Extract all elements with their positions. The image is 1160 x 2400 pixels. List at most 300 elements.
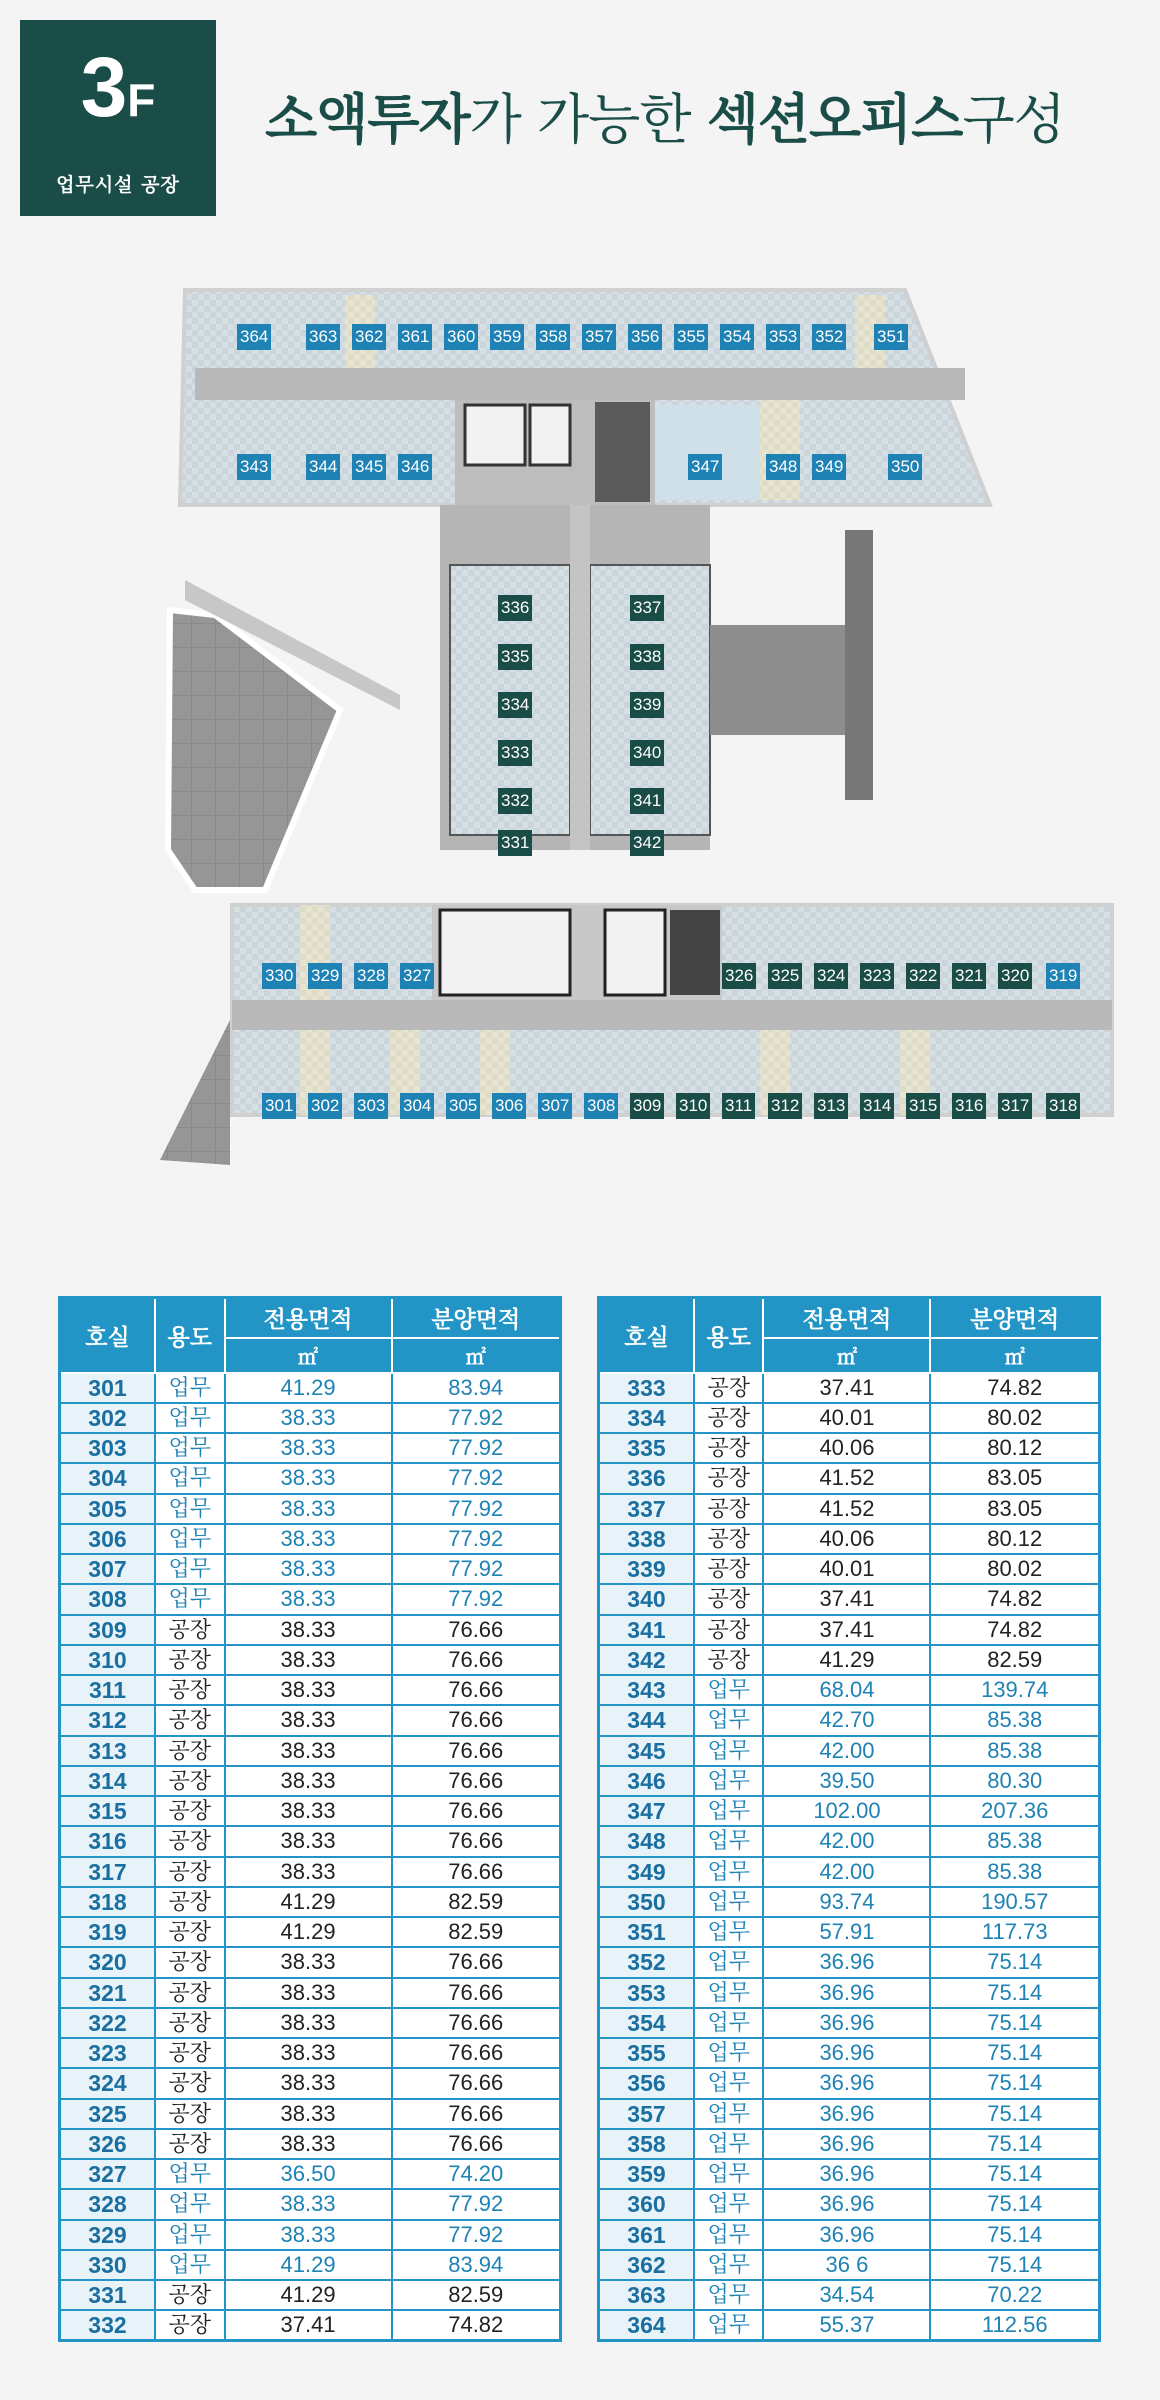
exclusive-area-cell: 38.33: [225, 1736, 392, 1766]
exclusive-area-cell: 42.00: [763, 1857, 930, 1887]
usage-cell: 공장: [694, 1615, 764, 1645]
sale-area-cell: 117.73: [930, 1917, 1099, 1947]
room-number-cell: 317: [60, 1857, 155, 1887]
exclusive-area-cell: 38.33: [225, 1978, 392, 2008]
table-row: [60, 1887, 561, 1917]
header-use: 용도: [694, 1298, 764, 1373]
usage-cell: 업무: [694, 2220, 764, 2250]
room-number-cell: 311: [60, 1675, 155, 1705]
usage-cell: 업무: [694, 1887, 764, 1917]
sale-area-cell: 76.66: [392, 1978, 561, 2008]
usage-cell: 업무: [694, 1947, 764, 1977]
sale-area-cell: 74.82: [392, 2310, 561, 2340]
usage-cell: 공장: [155, 1887, 225, 1917]
room-number-cell: 341: [599, 1615, 694, 1645]
unit-label[interactable]: 302: [308, 1093, 342, 1119]
room-number-cell: 324: [60, 2068, 155, 2098]
unit-label[interactable]: 354: [720, 324, 754, 350]
sale-area-cell: 76.66: [392, 1675, 561, 1705]
sale-area-cell: 75.14: [930, 1947, 1099, 1977]
exclusive-area-cell: 42.00: [763, 1736, 930, 1766]
exclusive-area-cell: 36.96: [763, 2189, 930, 2219]
floor-number: 3F: [80, 40, 156, 134]
header-exclusive-area: 전용면적: [225, 1298, 392, 1338]
table-row: [599, 2008, 1100, 2038]
usage-cell: 공장: [155, 2008, 225, 2038]
usage-cell: 공장: [694, 1554, 764, 1584]
exclusive-area-cell: 37.41: [225, 2310, 392, 2340]
usage-cell: 공장: [694, 1433, 764, 1463]
usage-cell: 공장: [155, 1675, 225, 1705]
unit-label[interactable]: 333: [498, 740, 532, 766]
exclusive-area-cell: 38.33: [225, 2068, 392, 2098]
unit-label[interactable]: 347: [688, 454, 722, 480]
sale-area-cell: 77.92: [392, 1494, 561, 1524]
exclusive-area-cell: 38.33: [225, 1463, 392, 1493]
room-number-cell: 361: [599, 2220, 694, 2250]
usage-cell: 업무: [694, 2189, 764, 2219]
usage-cell: 공장: [155, 1736, 225, 1766]
unit-label[interactable]: 328: [354, 963, 388, 989]
sale-area-cell: 76.66: [392, 1615, 561, 1645]
usage-cell: 공장: [694, 1584, 764, 1614]
unit-label[interactable]: 310: [676, 1093, 710, 1119]
room-number-cell: 343: [599, 1675, 694, 1705]
table-row: [60, 2280, 561, 2310]
sale-area-cell: 74.82: [930, 1373, 1099, 1403]
sale-area-cell: 76.66: [392, 1857, 561, 1887]
exclusive-area-cell: 40.06: [763, 1433, 930, 1463]
sale-area-cell: 77.92: [392, 2220, 561, 2250]
room-number-cell: 334: [599, 1403, 694, 1433]
unit-label[interactable]: 346: [398, 454, 432, 480]
floor-plan: [0, 240, 1160, 1190]
table-row: [599, 1796, 1100, 1826]
unit-label[interactable]: 359: [490, 324, 524, 350]
usage-cell: 공장: [155, 2280, 225, 2310]
sale-area-cell: 74.20: [392, 2159, 561, 2189]
room-number-cell: 352: [599, 1947, 694, 1977]
sale-area-cell: 70.22: [930, 2280, 1099, 2310]
exclusive-area-cell: 36.96: [763, 2099, 930, 2129]
sale-area-cell: 80.02: [930, 1403, 1099, 1433]
header-unit: ㎡: [763, 1338, 930, 1373]
unit-label[interactable]: 320: [998, 963, 1032, 989]
table-row: [599, 2129, 1100, 2159]
room-number-cell: 362: [599, 2250, 694, 2280]
exclusive-area-cell: 38.33: [225, 1947, 392, 1977]
exclusive-area-cell: 36.96: [763, 2008, 930, 2038]
unit-label[interactable]: 325: [768, 963, 802, 989]
unit-label[interactable]: 317: [998, 1093, 1032, 1119]
table-row: [60, 1705, 561, 1735]
sale-area-cell: 77.92: [392, 1463, 561, 1493]
unit-label[interactable]: 301: [262, 1093, 296, 1119]
usage-cell: 업무: [155, 1524, 225, 1554]
table-row: [599, 1826, 1100, 1856]
room-number-cell: 337: [599, 1494, 694, 1524]
table-row: [599, 2220, 1100, 2250]
exclusive-area-cell: 38.33: [225, 1675, 392, 1705]
room-number-cell: 318: [60, 1887, 155, 1917]
table-row: [60, 1433, 561, 1463]
usage-cell: 공장: [694, 1524, 764, 1554]
usage-cell: 공장: [155, 2068, 225, 2098]
room-number-cell: 308: [60, 1584, 155, 1614]
header-room: 호실: [599, 1298, 694, 1373]
unit-label[interactable]: 326: [722, 963, 756, 989]
unit-label[interactable]: 348: [766, 454, 800, 480]
table-row: [599, 2099, 1100, 2129]
unit-label[interactable]: 357: [582, 324, 616, 350]
exclusive-area-cell: 37.41: [763, 1373, 930, 1403]
unit-label[interactable]: 316: [952, 1093, 986, 1119]
unit-label[interactable]: 331: [498, 830, 532, 856]
usage-cell: 업무: [155, 1403, 225, 1433]
unit-label[interactable]: 355: [674, 324, 708, 350]
sale-area-cell: 82.59: [392, 1917, 561, 1947]
sale-area-cell: 76.66: [392, 2129, 561, 2159]
sale-area-cell: 82.59: [392, 2280, 561, 2310]
sale-area-cell: 75.14: [930, 1978, 1099, 2008]
usage-cell: 업무: [155, 2250, 225, 2280]
usage-cell: 업무: [694, 2038, 764, 2068]
usage-cell: 공장: [155, 1947, 225, 1977]
unit-label[interactable]: 313: [814, 1093, 848, 1119]
usage-cell: 공장: [155, 1978, 225, 2008]
usage-cell: 업무: [694, 1978, 764, 2008]
table-row: [60, 1645, 561, 1675]
exclusive-area-cell: 38.33: [225, 1554, 392, 1584]
table-row: [599, 1705, 1100, 1735]
exclusive-area-cell: 37.41: [763, 1584, 930, 1614]
table-row: [599, 2310, 1100, 2340]
table-row: [60, 2068, 561, 2098]
usage-cell: 공장: [155, 1615, 225, 1645]
unit-label[interactable]: 321: [952, 963, 986, 989]
sale-area-cell: 75.14: [930, 2220, 1099, 2250]
unit-label[interactable]: 363: [306, 324, 340, 350]
table-row: [599, 2280, 1100, 2310]
header-exclusive-area: 전용면적: [763, 1298, 930, 1338]
usage-cell: 공장: [155, 2129, 225, 2159]
table-row: [599, 1373, 1100, 1403]
usage-cell: 업무: [694, 1675, 764, 1705]
exclusive-area-cell: 38.33: [225, 1615, 392, 1645]
table-row: [60, 1796, 561, 1826]
room-number-cell: 312: [60, 1705, 155, 1735]
usage-cell: 업무: [155, 1584, 225, 1614]
room-number-cell: 333: [599, 1373, 694, 1403]
room-number-cell: 330: [60, 2250, 155, 2280]
room-number-cell: 302: [60, 1403, 155, 1433]
usage-cell: 공장: [155, 1857, 225, 1887]
unit-label[interactable]: 341: [630, 788, 664, 814]
unit-label[interactable]: 307: [538, 1093, 572, 1119]
room-number-cell: 335: [599, 1433, 694, 1463]
table-row: [60, 2159, 561, 2189]
exclusive-area-cell: 38.33: [225, 2129, 392, 2159]
table-row: [599, 1584, 1100, 1614]
unit-label[interactable]: 339: [630, 692, 664, 718]
exclusive-area-cell: 36.96: [763, 2129, 930, 2159]
unit-label[interactable]: 306: [492, 1093, 526, 1119]
unit-label[interactable]: 362: [352, 324, 386, 350]
room-number-cell: 364: [599, 2310, 694, 2340]
sale-area-cell: 76.66: [392, 1705, 561, 1735]
unit-label[interactable]: 315: [906, 1093, 940, 1119]
table-row: [599, 2250, 1100, 2280]
exclusive-area-cell: 38.33: [225, 2189, 392, 2219]
room-number-cell: 329: [60, 2220, 155, 2250]
usage-cell: 공장: [155, 1766, 225, 1796]
exclusive-area-cell: 40.01: [763, 1403, 930, 1433]
exclusive-area-cell: 38.33: [225, 1403, 392, 1433]
usage-cell: 업무: [694, 2310, 764, 2340]
header-use: 용도: [155, 1298, 225, 1373]
room-number-cell: 355: [599, 2038, 694, 2068]
usage-cell: 공장: [694, 1403, 764, 1433]
usage-cell: 공장: [694, 1373, 764, 1403]
sale-area-cell: 75.14: [930, 2159, 1099, 2189]
sale-area-cell: 77.92: [392, 1433, 561, 1463]
table-row: [60, 1857, 561, 1887]
unit-label[interactable]: 358: [536, 324, 570, 350]
unit-label[interactable]: 324: [814, 963, 848, 989]
exclusive-area-cell: 38.33: [225, 2220, 392, 2250]
unit-label[interactable]: 311: [722, 1093, 755, 1119]
exclusive-area-cell: 41.29: [225, 2280, 392, 2310]
sale-area-cell: 77.92: [392, 2189, 561, 2219]
exclusive-area-cell: 38.33: [225, 2038, 392, 2068]
room-number-cell: 353: [599, 1978, 694, 2008]
sale-area-cell: 85.38: [930, 1826, 1099, 1856]
usage-cell: 업무: [694, 1766, 764, 1796]
unit-label[interactable]: 309: [630, 1093, 664, 1119]
room-number-cell: 331: [60, 2280, 155, 2310]
usage-cell: 업무: [694, 2159, 764, 2189]
sale-area-cell: 75.14: [930, 2038, 1099, 2068]
unit-label[interactable]: 303: [354, 1093, 388, 1119]
table-row: [599, 1978, 1100, 2008]
area-table-left: [58, 1296, 562, 2342]
room-number-cell: 310: [60, 1645, 155, 1675]
room-number-cell: 350: [599, 1887, 694, 1917]
table-row: [60, 1584, 561, 1614]
exclusive-area-cell: 38.33: [225, 1766, 392, 1796]
unit-label[interactable]: 335: [498, 644, 532, 670]
room-number-cell: 321: [60, 1978, 155, 2008]
usage-cell: 업무: [694, 2250, 764, 2280]
sale-area-cell: 77.92: [392, 1554, 561, 1584]
sale-area-cell: 76.66: [392, 1826, 561, 1856]
table-row: [599, 2038, 1100, 2068]
table-row: [60, 2008, 561, 2038]
area-table-right: [597, 1296, 1101, 2342]
header-sale-area: 분양면적: [930, 1298, 1099, 1338]
table-row: [599, 2159, 1100, 2189]
exclusive-area-cell: 37.41: [763, 1615, 930, 1645]
exclusive-area-cell: 36 6: [763, 2250, 930, 2280]
usage-cell: 공장: [155, 2310, 225, 2340]
sale-area-cell: 76.66: [392, 2099, 561, 2129]
unit-label[interactable]: 323: [860, 963, 894, 989]
sale-area-cell: 74.82: [930, 1584, 1099, 1614]
sale-area-cell: 80.02: [930, 1554, 1099, 1584]
unit-label[interactable]: 312: [768, 1093, 802, 1119]
unit-label[interactable]: 352: [812, 324, 846, 350]
unit-label[interactable]: 340: [630, 740, 664, 766]
usage-cell: 업무: [694, 2129, 764, 2159]
room-number-cell: 338: [599, 1524, 694, 1554]
room-number-cell: 356: [599, 2068, 694, 2098]
exclusive-area-cell: 36.50: [225, 2159, 392, 2189]
exclusive-area-cell: 41.29: [225, 1887, 392, 1917]
usage-cell: 업무: [694, 1796, 764, 1826]
room-number-cell: 319: [60, 1917, 155, 1947]
exclusive-area-cell: 38.33: [225, 1796, 392, 1826]
sale-area-cell: 75.14: [930, 2008, 1099, 2038]
sale-area-cell: 76.66: [392, 2008, 561, 2038]
exclusive-area-cell: 42.00: [763, 1826, 930, 1856]
room-number-cell: 307: [60, 1554, 155, 1584]
floor-badge: [20, 20, 216, 216]
table-row: [60, 1373, 561, 1403]
unit-label[interactable]: 308: [584, 1093, 618, 1119]
room-number-cell: 304: [60, 1463, 155, 1493]
sale-area-cell: 75.14: [930, 2099, 1099, 2129]
header-unit: ㎡: [930, 1338, 1099, 1373]
room-number-cell: 306: [60, 1524, 155, 1554]
sale-area-cell: 83.05: [930, 1494, 1099, 1524]
table-row: [599, 1947, 1100, 1977]
header-unit: ㎡: [392, 1338, 561, 1373]
room-number-cell: 339: [599, 1554, 694, 1584]
unit-label[interactable]: 364: [237, 324, 271, 350]
unit-label[interactable]: 344: [306, 454, 340, 480]
usage-cell: 업무: [694, 2099, 764, 2129]
room-number-cell: 363: [599, 2280, 694, 2310]
unit-label[interactable]: 338: [630, 644, 664, 670]
unit-label[interactable]: 350: [888, 454, 922, 480]
exclusive-area-cell: 36.96: [763, 2068, 930, 2098]
unit-label[interactable]: 336: [498, 595, 532, 621]
unit-label[interactable]: 329: [308, 963, 342, 989]
exclusive-area-cell: 38.33: [225, 2099, 392, 2129]
exclusive-area-cell: 55.37: [763, 2310, 930, 2340]
sale-area-cell: 75.14: [930, 2189, 1099, 2219]
table-row: [60, 2220, 561, 2250]
table-row: [60, 1463, 561, 1493]
unit-label[interactable]: 345: [352, 454, 386, 480]
table-body: [599, 1373, 1100, 2341]
usage-cell: 공장: [155, 2099, 225, 2129]
sale-area-cell: 112.56: [930, 2310, 1099, 2340]
room-number-cell: 305: [60, 1494, 155, 1524]
sale-area-cell: 75.14: [930, 2068, 1099, 2098]
table-row: [599, 1766, 1100, 1796]
exclusive-area-cell: 36.96: [763, 2159, 930, 2189]
table-row: [599, 1554, 1100, 1584]
unit-label[interactable]: 349: [812, 454, 846, 480]
usage-cell: 공장: [694, 1494, 764, 1524]
table-row: [599, 1615, 1100, 1645]
usage-cell: 업무: [694, 2280, 764, 2310]
unit-label[interactable]: 322: [906, 963, 940, 989]
table-row: [599, 1494, 1100, 1524]
table-row: [599, 2068, 1100, 2098]
room-number-cell: 342: [599, 1645, 694, 1675]
unit-label[interactable]: 327: [400, 963, 434, 989]
unit-label[interactable]: 342: [630, 830, 664, 856]
exclusive-area-cell: 36.96: [763, 1947, 930, 1977]
usage-cell: 업무: [155, 2220, 225, 2250]
sale-area-cell: 83.05: [930, 1463, 1099, 1493]
sale-area-cell: 76.66: [392, 1796, 561, 1826]
unit-label[interactable]: 305: [446, 1093, 480, 1119]
unit-label[interactable]: 319: [1046, 963, 1080, 989]
header-sale-area: 분양면적: [392, 1298, 561, 1338]
unit-label[interactable]: 334: [498, 692, 532, 718]
usage-cell: 업무: [694, 1705, 764, 1735]
unit-label[interactable]: 314: [860, 1093, 894, 1119]
unit-label[interactable]: 332: [498, 788, 532, 814]
exclusive-area-cell: 102.00: [763, 1796, 930, 1826]
sale-area-cell: 207.36: [930, 1796, 1099, 1826]
table-row: [599, 1403, 1100, 1433]
sale-area-cell: 85.38: [930, 1736, 1099, 1766]
room-number-cell: 309: [60, 1615, 155, 1645]
unit-label[interactable]: 337: [630, 595, 664, 621]
exclusive-area-cell: 57.91: [763, 1917, 930, 1947]
unit-label[interactable]: 356: [628, 324, 662, 350]
exclusive-area-cell: 41.29: [225, 2250, 392, 2280]
sale-area-cell: 82.59: [392, 1887, 561, 1917]
unit-label[interactable]: 318: [1046, 1093, 1080, 1119]
exclusive-area-cell: 41.29: [225, 1373, 392, 1403]
sale-area-cell: 76.66: [392, 2068, 561, 2098]
room-number-cell: 326: [60, 2129, 155, 2159]
floor-plan-drawing: [0, 240, 1160, 1190]
table-row: [60, 1615, 561, 1645]
floor-usage: 업무시설 공장: [56, 174, 180, 196]
usage-cell: 업무: [155, 1433, 225, 1463]
unit-label[interactable]: 304: [400, 1093, 434, 1119]
table-row: [60, 1978, 561, 2008]
usage-cell: 업무: [155, 1463, 225, 1493]
table-row: [60, 1554, 561, 1584]
header-unit: ㎡: [225, 1338, 392, 1373]
table-row: [60, 1917, 561, 1947]
sale-area-cell: 77.92: [392, 1584, 561, 1614]
exclusive-area-cell: 38.33: [225, 2008, 392, 2038]
unit-label[interactable]: 361: [398, 324, 432, 350]
table-row: [599, 1917, 1100, 1947]
usage-cell: 업무: [694, 2008, 764, 2038]
table-row: [60, 1766, 561, 1796]
table-row: [599, 2189, 1100, 2219]
room-number-cell: 357: [599, 2099, 694, 2129]
sale-area-cell: 77.92: [392, 1524, 561, 1554]
unit-label[interactable]: 330: [262, 963, 296, 989]
unit-label[interactable]: 343: [237, 454, 271, 480]
header-room: 호실: [60, 1298, 155, 1373]
sale-area-cell: 80.12: [930, 1524, 1099, 1554]
unit-label[interactable]: 360: [444, 324, 478, 350]
unit-label[interactable]: 353: [766, 324, 800, 350]
sale-area-cell: 80.12: [930, 1433, 1099, 1463]
unit-label[interactable]: 351: [874, 324, 908, 350]
